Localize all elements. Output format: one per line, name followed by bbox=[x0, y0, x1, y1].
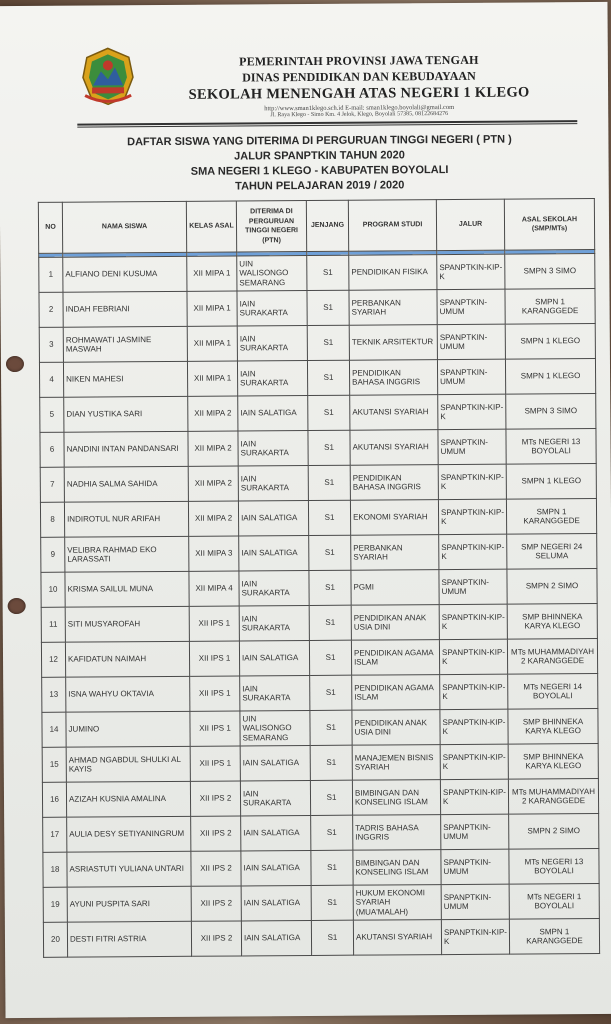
letterhead-school-name: SEKOLAH MENENGAH ATAS NEGERI 1 KLEGO bbox=[188, 84, 530, 103]
cell-jalur: SPANPTKIN-KIP-K bbox=[440, 779, 508, 814]
table-row bbox=[40, 463, 596, 502]
cell-jalur: SPANPTKIN-UMUM bbox=[441, 849, 509, 884]
header-no: NO bbox=[38, 202, 62, 253]
letterhead-government: PEMERINTAH PROVINSI JAWA TENGAH bbox=[239, 52, 479, 69]
cell-asal: SMPN 1 KLEGO bbox=[505, 358, 595, 394]
cell-asal: SMPN 1 KARANGGEDE bbox=[506, 498, 596, 534]
cell-no: 16 bbox=[42, 782, 66, 817]
cell-kelas: XII IPS 2 bbox=[190, 781, 240, 816]
title-line-2: JALUR SPANPTKIN TAHUN 2020 bbox=[234, 149, 405, 163]
header-kelas: KELAS ASAL bbox=[186, 201, 236, 252]
cell-ptn: IAIN SURAKARTA bbox=[239, 570, 309, 605]
cell-prodi: EKONOMI SYARIAH bbox=[350, 500, 438, 536]
cell-nama: INDAH FEBRIANI bbox=[63, 291, 187, 327]
cell-nama: AULIA DESY SETIYANINGRUM bbox=[67, 816, 191, 852]
cell-prodi: PERBANKAN SYARIAH bbox=[349, 290, 437, 326]
cell-kelas: XII IPS 1 bbox=[190, 746, 240, 781]
table-row bbox=[43, 918, 599, 957]
cell-kelas: XII IPS 1 bbox=[189, 606, 239, 641]
cell-kelas: XII IPS 1 bbox=[189, 641, 239, 676]
cell-nama: ALFIANO DENI KUSUMA bbox=[63, 256, 187, 292]
title-line-4: TAHUN PELAJARAN 2019 / 2020 bbox=[235, 179, 405, 193]
table-row bbox=[39, 358, 595, 397]
cell-ptn: UIN WALISONGO SEMARANG bbox=[240, 710, 310, 745]
header-jalur: JALUR bbox=[436, 199, 504, 250]
cell-ptn: IAIN SALATIGA bbox=[240, 745, 310, 780]
table-row bbox=[39, 288, 595, 327]
cell-no: 19 bbox=[43, 887, 67, 922]
cell-nama: ROHMAWATI JASMINE MASWAH bbox=[63, 326, 187, 362]
cell-ptn: IAIN SALATIGA bbox=[241, 850, 311, 885]
cell-kelas: XII MIPA 4 bbox=[189, 571, 239, 606]
cell-jenjang: S1 bbox=[308, 395, 350, 430]
cell-asal: SMPN 1 KARANGGEDE bbox=[505, 288, 595, 324]
cell-ptn: IAIN SALATIGA bbox=[241, 885, 311, 920]
cell-jalur: SPANPTKIN-KIP-K bbox=[439, 534, 507, 569]
cell-jenjang: S1 bbox=[311, 920, 353, 955]
cell-prodi: TEKNIK ARSITEKTUR bbox=[349, 325, 437, 361]
cell-prodi: PERBANKAN SYARIAH bbox=[351, 535, 439, 571]
cell-prodi: PGMI bbox=[351, 570, 439, 606]
cell-no: 13 bbox=[42, 677, 66, 712]
table-row bbox=[41, 638, 597, 677]
table-row bbox=[41, 603, 597, 642]
cell-jalur: SPANPTKIN-KIP-K bbox=[439, 604, 507, 639]
cell-ptn: IAIN SURAKARTA bbox=[237, 360, 307, 395]
provincial-emblem-icon bbox=[77, 45, 139, 107]
table-row bbox=[40, 498, 596, 537]
cell-nama: ISNA WAHYU OKTAVIA bbox=[66, 676, 190, 712]
cell-no: 2 bbox=[39, 292, 63, 327]
title-line-1: DAFTAR SISWA YANG DITERIMA DI PERGURUAN TINGGI NEGERI ( PTN ) bbox=[127, 133, 512, 149]
cell-kelas: XII MIPA 1 bbox=[187, 256, 237, 291]
table-row bbox=[42, 778, 598, 817]
cell-jalur: SPANPTKIN-KIP-K bbox=[440, 709, 508, 744]
cell-kelas: XII MIPA 3 bbox=[189, 536, 239, 571]
cell-ptn: IAIN SALATIGA bbox=[238, 500, 308, 535]
student-table bbox=[38, 198, 600, 958]
cell-asal: SMP BHINNEKA KARYA KLEGO bbox=[508, 743, 598, 779]
cell-jalur: SPANPTKIN-UMUM bbox=[441, 884, 509, 919]
cell-jenjang: S1 bbox=[310, 745, 352, 780]
cell-jenjang: S1 bbox=[309, 605, 351, 640]
cell-kelas: XII MIPA 2 bbox=[188, 431, 238, 466]
cell-nama: KAFIDATUN NAIMAH bbox=[65, 641, 189, 677]
cell-ptn: IAIN SURAKARTA bbox=[237, 290, 307, 325]
cell-kelas: XII MIPA 2 bbox=[188, 466, 238, 501]
cell-asal: SMPN 3 SIMO bbox=[506, 393, 596, 429]
cell-jenjang: S1 bbox=[307, 290, 349, 325]
cell-kelas: XII MIPA 2 bbox=[188, 501, 238, 536]
cell-ptn: IAIN SALATIGA bbox=[241, 815, 311, 850]
cell-ptn: IAIN SURAKARTA bbox=[237, 325, 307, 360]
cell-jenjang: S1 bbox=[308, 430, 350, 465]
cell-ptn: IAIN SURAKARTA bbox=[238, 465, 308, 500]
cell-ptn: IAIN SURAKARTA bbox=[238, 430, 308, 465]
cell-prodi: HUKUM EKONOMI SYARIAH (MUA'MALAH) bbox=[353, 885, 441, 921]
table-row bbox=[42, 743, 598, 782]
cell-asal: SMP BHINNEKA KARYA KLEGO bbox=[507, 603, 597, 639]
cell-prodi: PENDIDIKAN AGAMA ISLAM bbox=[352, 675, 440, 711]
cell-no: 7 bbox=[40, 467, 64, 502]
cell-asal: MTs NEGERI 13 BOYOLALI bbox=[509, 848, 599, 884]
table-row bbox=[41, 533, 597, 572]
cell-nama: VELIBRA RAHMAD EKO LARASSATI bbox=[65, 536, 189, 572]
cell-nama: INDIROTUL NUR ARIFAH bbox=[64, 501, 188, 537]
cell-kelas: XII IPS 2 bbox=[191, 886, 241, 921]
cell-prodi: PENDIDIKAN AGAMA ISLAM bbox=[351, 640, 439, 676]
letterhead bbox=[149, 52, 569, 119]
header-ptn: DITERIMA DI PERGURUAN TINGGI NEGERI (PTN) bbox=[236, 200, 306, 251]
cell-jenjang: S1 bbox=[310, 710, 352, 745]
cell-no: 17 bbox=[43, 817, 67, 852]
cell-prodi: AKUTANSI SYARIAH bbox=[350, 395, 438, 431]
cell-no: 8 bbox=[40, 502, 64, 537]
cell-prodi: PENDIDIKAN FISIKA bbox=[349, 255, 437, 291]
cell-asal: SMPN 2 SIMO bbox=[507, 568, 597, 604]
cell-nama: AYUNI PUSPITA SARI bbox=[67, 886, 191, 922]
cell-no: 12 bbox=[41, 642, 65, 677]
cell-jenjang: S1 bbox=[309, 640, 351, 675]
cell-asal: SMPN 1 KLEGO bbox=[506, 463, 596, 499]
cell-nama: NIKEN MAHESI bbox=[63, 361, 187, 397]
cell-jenjang: S1 bbox=[311, 885, 353, 920]
cell-prodi: MANAJEMEN BISNIS SYARIAH bbox=[352, 745, 440, 781]
cell-kelas: XII MIPA 1 bbox=[187, 291, 237, 326]
cell-asal: SMPN 3 SIMO bbox=[505, 253, 595, 289]
header-jenjang: JENJANG bbox=[306, 200, 348, 251]
cell-asal: SMPN 1 KLEGO bbox=[505, 323, 595, 359]
cell-jenjang: S1 bbox=[309, 535, 351, 570]
cell-jenjang: S1 bbox=[307, 255, 349, 290]
cell-no: 6 bbox=[40, 432, 64, 467]
cell-no: 18 bbox=[43, 852, 67, 887]
cell-nama: NADHIA SALMA SAHIDA bbox=[64, 466, 188, 502]
cell-asal: MTs MUHAMMADIYAH 2 KARANGGEDE bbox=[508, 778, 598, 814]
cell-prodi: BIMBINGAN DAN KONSELING ISLAM bbox=[353, 850, 441, 886]
cell-jenjang: S1 bbox=[309, 570, 351, 605]
cell-jalur: SPANPTKIN-UMUM bbox=[437, 289, 505, 324]
table-row bbox=[39, 253, 595, 292]
cell-kelas: XII IPS 1 bbox=[190, 711, 240, 746]
cell-prodi: AKUTANSI SYARIAH bbox=[350, 430, 438, 466]
cell-ptn: IAIN SURAKARTA bbox=[240, 675, 310, 710]
cell-jalur: SPANPTKIN-UMUM bbox=[441, 814, 509, 849]
cell-prodi: TADRIS BAHASA INGGRIS bbox=[353, 815, 441, 851]
cell-jenjang: S1 bbox=[308, 500, 350, 535]
letterhead-department: DINAS PENDIDIKAN DAN KEBUDAYAAN bbox=[242, 68, 476, 85]
cell-kelas: XII MIPA 2 bbox=[188, 396, 238, 431]
cell-asal: SMPN 2 SIMO bbox=[509, 813, 599, 849]
cell-jenjang: S1 bbox=[310, 780, 352, 815]
cell-prodi: PENDIDIKAN ANAK USIA DINI bbox=[351, 605, 439, 641]
cell-ptn: IAIN SALATIGA bbox=[239, 640, 309, 675]
cell-ptn: IAIN SALATIGA bbox=[239, 535, 309, 570]
cell-no: 15 bbox=[42, 747, 66, 782]
cell-ptn: IAIN SURAKARTA bbox=[239, 605, 309, 640]
cell-kelas: XII IPS 2 bbox=[191, 816, 241, 851]
cell-nama: AHMAD NGABDUL SHULKI AL KAYIS bbox=[66, 746, 190, 782]
document-page bbox=[0, 2, 611, 1018]
punch-hole bbox=[6, 356, 24, 372]
cell-jalur: SPANPTKIN-KIP-K bbox=[441, 919, 509, 954]
letterhead-contact: http://www.sman1klego.sch.id E-mail: sman1klego.boyolali@gmail.com bbox=[264, 103, 455, 113]
cell-jenjang: S1 bbox=[311, 850, 353, 885]
cell-ptn: IAIN SURAKARTA bbox=[240, 780, 310, 815]
cell-no: 3 bbox=[39, 327, 63, 362]
table-row bbox=[41, 568, 597, 607]
cell-ptn: UIN WALISONGO SEMARANG bbox=[237, 255, 307, 290]
cell-kelas: XII IPS 2 bbox=[191, 921, 241, 956]
table-header-row bbox=[38, 198, 594, 253]
cell-jenjang: S1 bbox=[310, 675, 352, 710]
table-row bbox=[42, 673, 598, 712]
header-nama: NAMA SISWA bbox=[62, 201, 186, 253]
cell-no: 11 bbox=[41, 607, 65, 642]
cell-jenjang: S1 bbox=[307, 360, 349, 395]
cell-asal: MTs MUHAMMADIYAH 2 KARANGGEDE bbox=[507, 638, 597, 674]
cell-jenjang: S1 bbox=[308, 465, 350, 500]
cell-nama: AZIZAH KUSNIA AMALINA bbox=[66, 781, 190, 817]
cell-nama: SITI MUSYAROFAH bbox=[65, 606, 189, 642]
cell-kelas: XII MIPA 1 bbox=[187, 326, 237, 361]
cell-prodi: PENDIDIKAN BAHASA INGGRIS bbox=[349, 360, 437, 396]
cell-no: 5 bbox=[40, 397, 64, 432]
cell-jenjang: S1 bbox=[307, 325, 349, 360]
cell-nama: NANDINI INTAN PANDANSARI bbox=[64, 431, 188, 467]
table-row bbox=[40, 393, 596, 432]
table-row bbox=[39, 323, 595, 362]
cell-no: 1 bbox=[39, 257, 63, 292]
cell-asal: SMPN 1 KARANGGEDE bbox=[509, 918, 599, 954]
cell-jalur: SPANPTKIN-KIP-K bbox=[438, 499, 506, 534]
cell-prodi: BIMBINGAN DAN KONSELING ISLAM bbox=[352, 780, 440, 816]
cell-ptn: IAIN SALATIGA bbox=[238, 395, 308, 430]
document-title bbox=[39, 132, 599, 196]
cell-jalur: SPANPTKIN-KIP-K bbox=[437, 254, 505, 289]
cell-jalur: SPANPTKIN-KIP-K bbox=[440, 674, 508, 709]
table-row bbox=[43, 848, 599, 887]
cell-prodi: AKUTANSI SYARIAH bbox=[353, 920, 441, 956]
cell-jalur: SPANPTKIN-UMUM bbox=[439, 569, 507, 604]
cell-nama: DESTI FITRI ASTRIA bbox=[67, 921, 191, 957]
cell-kelas: XII IPS 1 bbox=[190, 676, 240, 711]
cell-jalur: SPANPTKIN-UMUM bbox=[437, 324, 505, 359]
cell-jalur: SPANPTKIN-KIP-K bbox=[440, 744, 508, 779]
cell-jalur: SPANPTKIN-UMUM bbox=[438, 429, 506, 464]
cell-ptn: IAIN SALATIGA bbox=[241, 920, 311, 955]
cell-jalur: SPANPTKIN-KIP-K bbox=[439, 639, 507, 674]
header-prodi: PROGRAM STUDI bbox=[348, 200, 436, 252]
cell-jalur: SPANPTKIN-UMUM bbox=[437, 359, 505, 394]
cell-jalur: SPANPTKIN-KIP-K bbox=[438, 394, 506, 429]
cell-no: 14 bbox=[42, 712, 66, 747]
header-asal: ASAL SEKOLAH (SMP/MTs) bbox=[504, 198, 594, 250]
cell-nama: ASRIASTUTI YULIANA UNTARI bbox=[67, 851, 191, 887]
cell-kelas: XII IPS 2 bbox=[191, 851, 241, 886]
cell-nama: KRISMA SAILUL MUNA bbox=[65, 571, 189, 607]
cell-asal: MTs NEGERI 1 BOYOLALI bbox=[509, 883, 599, 919]
letterhead-address: Jl. Raya Klego - Simo Km. 4 Jelok, Klego, Boyolali 57385, 08122684276 bbox=[270, 111, 449, 119]
cell-no: 4 bbox=[39, 362, 63, 397]
cell-no: 10 bbox=[41, 572, 65, 607]
table-row bbox=[42, 708, 598, 747]
cell-nama: JUMINO bbox=[66, 711, 190, 747]
title-line-3: SMA NEGERI 1 KLEGO - KABUPATEN BOYOLALI bbox=[190, 164, 449, 178]
cell-no: 9 bbox=[41, 537, 65, 572]
cell-asal: SMP NEGERI 24 SELUMA bbox=[507, 533, 597, 569]
cell-jalur: SPANPTKIN-KIP-K bbox=[438, 464, 506, 499]
cell-prodi: PENDIDIKAN ANAK USIA DINI bbox=[352, 710, 440, 746]
punch-hole bbox=[8, 598, 26, 614]
table-row bbox=[43, 883, 599, 922]
cell-nama: DIAN YUSTIKA SARI bbox=[64, 396, 188, 432]
cell-asal: MTs NEGERI 13 BOYOLALI bbox=[506, 428, 596, 464]
cell-jenjang: S1 bbox=[311, 815, 353, 850]
table-row bbox=[40, 428, 596, 467]
cell-asal: MTs NEGERI 14 BOYOLALI bbox=[508, 673, 598, 709]
table-row bbox=[43, 813, 599, 852]
cell-kelas: XII MIPA 1 bbox=[187, 361, 237, 396]
cell-prodi: PENDIDIKAN BAHASA INGGRIS bbox=[350, 465, 438, 501]
cell-asal: SMP BHINNEKA KARYA KLEGO bbox=[508, 708, 598, 744]
cell-no: 20 bbox=[43, 922, 67, 957]
